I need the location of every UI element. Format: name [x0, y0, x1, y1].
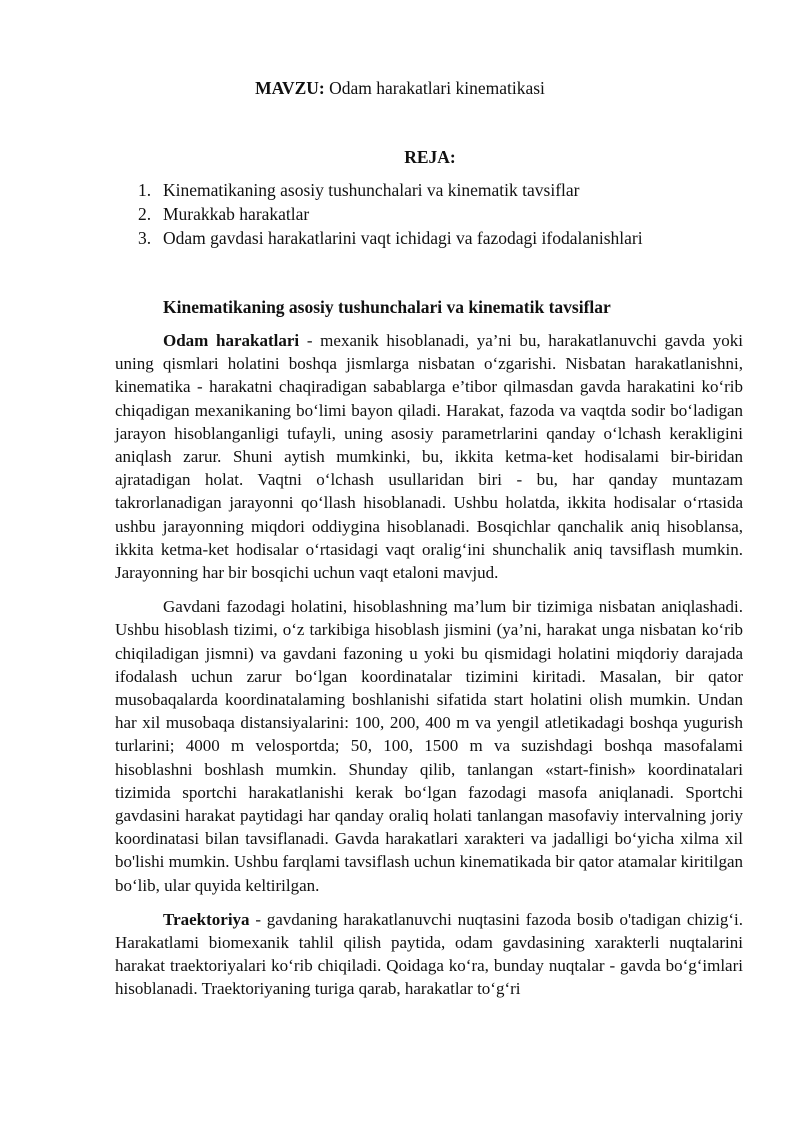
plan-item	[138, 226, 758, 250]
paragraph-text: Gavdani fazodagi holatini, hisoblashning ma’lum bir tizimiga nisbatan aniqlashadi. Ushbu hisoblash tizimi, o‘z tarkibiga hisoblash jismini (ya’ni, harakat unga nisbatan ko‘rib chiqiladigan jismni) va gavdani fazoning u yoki bu qismidagi holatini miqdoriy darajada ifodalash uchun zarur bo‘lgan koordinatalar tizimini kiritadi. Masalan, bir qator musobaqalarda koordinatalaming boshlanishi sifatida start holatini olish mumkin. Undan har xil musobaqa distansiyalarini: 100, 200, 400 m va yengil atletikadagi boshqa yugurish turlarini; 4000 m velosportda; 50, 100, 1500 m va suzishdagi boshqa masofalami hisoblashni boshlash mumkin. Shunday qilib, tanlangan «start-finish» koordinatalari tizimida sportchi harakatlanishi kerak bo‘lgan fazodagi masofa aniqlanadi. Sportchi gavdasini harakat paytidagi har qanday oraliq holati tanlangan masofaviy intervalning joriy koordinatasi bilan tavsiflanadi. Gavda harakatlari xarakteri va jadalligi bo‘yicha xilma xil bo'lishi mumkin. Ushbu farqlami tavsiflash uchun kinematikada bir qator atamalar kiritilgan bo‘lib, ular quyida keltirilgan.	[115, 597, 743, 895]
body-text	[115, 329, 743, 1012]
plan-list	[138, 178, 758, 250]
plan-item-text: Kinematikaning asosiy tushunchalari va kinematik tavsiflar	[163, 180, 580, 200]
plan-item-number: 1.	[138, 180, 152, 200]
plan-item-text: Murakkab harakatlar	[163, 204, 310, 224]
paragraph	[115, 595, 743, 897]
paragraph-text: - mexanik hisoblanadi, ya’ni bu, harakatlanuvchi gavda yoki uning qismlari holatini boshqa jismlarga nisbatan o‘zgarishi. Nisbatan harakatlanishni, kinematika - harakatni chaqiradigan sabablarga e’tibor qilmasdan gavda harakatini ko‘rib chiqadigan mexanikaning bo‘limi bayon qiladi. Harakat, fazoda va vaqtda sodir bo‘ladigan jarayon hisoblanganligi tufayli, uning asosiy parametrlarini qanday o‘lchash kerakligini aniqlash zarur. Shuni aytish mumkinki, bu, ikkita ketma-ket hodisalami bir-biridan ajratadigan holat. Vaqtni o‘lchash usullaridan biri - bu, har qanday muntazam takrorlanadigan jarayonni qo‘llash hisoblanadi. Ushbu holatda, ikkita hodisalar o‘rtasida ushbu jarayonning miqdori oddiygina hisoblanadi. Bosqichlar qanchalik aniq hisoblansa, ikkita ketma-ket hodisalar o‘rtasidagi vaqt oralig‘ini shunchalik aniq tavsiflash mumkin. Jarayonning har bir bosqichi uchun vaqt etaloni mavjud.	[115, 331, 743, 583]
plan-heading: REJA:	[404, 147, 456, 167]
paragraph-term: Traektoriya	[163, 909, 250, 929]
plan-item-number: 3.	[138, 228, 152, 248]
title-label: MAVZU:	[255, 78, 325, 98]
section-heading: Kinematikaning asosiy tushunchalari va kinematik tavsiflar	[163, 297, 611, 317]
paragraph-text: - gavdaning harakatlanuvchi nuqtasini fazoda bosib o'tadigan chizig‘i. Harakatlami biomexanik tahlil qilish paytida, odam gavdasining xarakterli nuqtalarini harakat traektoriyalari ko‘rib chiqiladi. Qoidaga ko‘ra, bunday nuqtalar - gavda bo‘g‘imlari hisoblanadi. Traektoriyaning turiga qarab, harakatlar to‘g‘ri	[115, 909, 743, 999]
plan-item	[138, 202, 758, 226]
page-title	[0, 76, 800, 100]
paragraph	[115, 329, 743, 584]
plan-item	[138, 178, 758, 202]
plan-item-text: Odam gavdasi harakatlarini vaqt ichidagi va fazodagi ifodalanishlari	[163, 228, 643, 248]
title-text: Odam harakatlari kinematikasi	[324, 78, 545, 98]
plan-item-number: 2.	[138, 204, 152, 224]
paragraph	[115, 908, 743, 1001]
paragraph-term: Odam harakatlari	[163, 331, 300, 350]
